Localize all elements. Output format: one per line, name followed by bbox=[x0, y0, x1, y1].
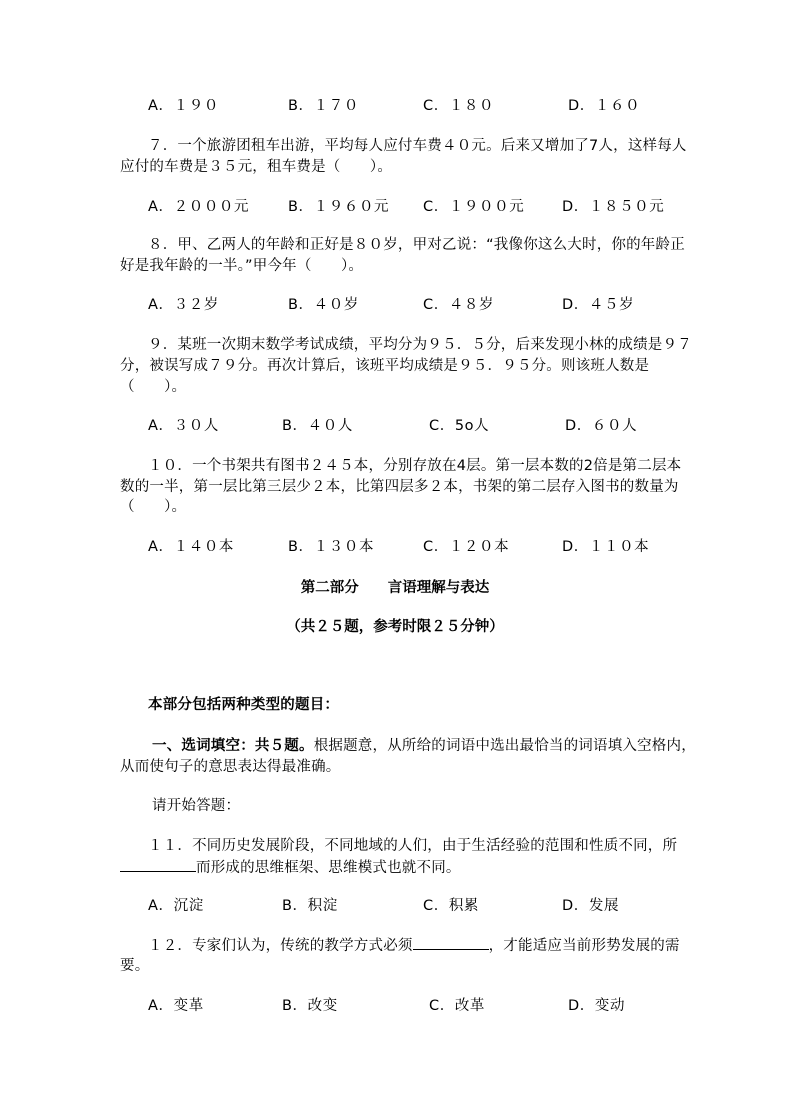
q12-option-b: B．改变 bbox=[282, 998, 338, 1014]
q6-option-d: D．１６０ bbox=[568, 98, 641, 114]
q12-text-after-blank: ，才能适应当前形势发展的需 bbox=[488, 938, 680, 954]
q10-option-d: D．１１０本 bbox=[562, 539, 650, 555]
q8-option-b: B．４０岁 bbox=[288, 297, 359, 313]
q11-blank bbox=[120, 857, 196, 872]
q9-text-line3: （ ）。 bbox=[120, 379, 187, 395]
q8-text-line2: 好是我年龄的一半。”甲今年（ ）。 bbox=[120, 258, 364, 274]
q12-text-line2: 要。 bbox=[120, 958, 150, 974]
q9-text-line1: ９．某班一次期末数学考试成绩，平均分为９５．５分，后来发现小林的成绩是９７ bbox=[148, 337, 692, 353]
q9-option-c: C．5o人 bbox=[429, 418, 490, 434]
q9-option-a: A．３０人 bbox=[148, 418, 219, 434]
q6-option-b: B．１７０ bbox=[288, 98, 359, 114]
q12-text-before-blank: １２．专家们认为，传统的教学方式必须 bbox=[148, 938, 413, 954]
q8-option-c: C．４８岁 bbox=[423, 297, 495, 313]
part2-intro: 本部分包括两种类型的题目： bbox=[148, 697, 340, 713]
q7-text-line1: ７．一个旅游团租车出游，平均每人应付车费４０元。后来又增加了7人，这样每人 bbox=[148, 138, 687, 154]
q11-text-line1: １１．不同历史发展阶段，不同地域的人们，由于生活经验的范围和性质不同，所 bbox=[148, 838, 678, 854]
q9-text-line2: 分，被误写成７９分。再次计算后，该班平均成绩是９５．９５分。则该班人数是 bbox=[120, 358, 650, 374]
q7-option-a: A．２０００元 bbox=[148, 199, 250, 215]
q8-option-a: A．３２岁 bbox=[148, 297, 219, 313]
q7-option-b: B．１９６０元 bbox=[288, 199, 390, 215]
q8-text-line1: ８．甲、乙两人的年龄和正好是８０岁，甲对乙说：“我像你这么大时，你的年龄正 bbox=[148, 237, 685, 253]
q11-text-line2 bbox=[120, 857, 461, 878]
q6-option-a: A．１９０ bbox=[148, 98, 219, 114]
part2-subtitle: （共２５题，参考时限２５分钟） bbox=[286, 619, 504, 635]
q12-blank bbox=[413, 935, 489, 950]
q11-option-b: B．积淀 bbox=[282, 898, 338, 914]
q11-option-c: C．积累 bbox=[423, 898, 480, 914]
q10-option-b: B．１３０本 bbox=[288, 539, 375, 555]
q6-option-c: C．１８０ bbox=[423, 98, 495, 114]
q9-option-b: B．４０人 bbox=[282, 418, 353, 434]
q11-text-after-blank: 而形成的思维框架、思维模式也就不同。 bbox=[196, 860, 461, 876]
q10-option-a: A．１４０本 bbox=[148, 539, 235, 555]
q8-option-d: D．４５岁 bbox=[562, 297, 635, 313]
section1-line2: 从而使句子的意思表达得最准确。 bbox=[120, 759, 341, 775]
part2-title: 第二部分 言语理解与表达 bbox=[300, 580, 490, 596]
q12-text-line1 bbox=[148, 935, 680, 956]
section1-heading: 一、选词填空：共５题。 bbox=[152, 738, 314, 754]
q12-option-d: D．变动 bbox=[568, 998, 626, 1014]
q7-option-d: D．１８５０元 bbox=[562, 199, 665, 215]
q7-option-c: C．１９００元 bbox=[423, 199, 525, 215]
q11-option-d: D．发展 bbox=[562, 898, 620, 914]
section1-line1 bbox=[152, 736, 696, 756]
q10-text-line1: １０．一个书架共有图书２４５本，分别存放在4层。第一层本数的2倍是第二层本 bbox=[148, 458, 682, 474]
q12-option-a: A．变革 bbox=[148, 998, 204, 1014]
q12-option-c: C．改革 bbox=[429, 998, 486, 1014]
q10-text-line3: （ ）。 bbox=[120, 499, 187, 515]
start-prompt: 请开始答题： bbox=[152, 798, 241, 814]
q11-option-a: A．沉淀 bbox=[148, 898, 204, 914]
q10-text-line2: 数的一半，第一层比第三层少２本，比第四层多２本，书架的第二层存入图书的数量为 bbox=[120, 479, 679, 495]
section1-instruction: 根据题意，从所给的词语中选出最恰当的词语填入空格内， bbox=[313, 738, 696, 754]
q9-option-d: D．６０人 bbox=[565, 418, 638, 434]
q10-option-c: C．１２０本 bbox=[423, 539, 510, 555]
q7-text-line2: 应付的车费是３５元，租车费是（ ）。 bbox=[120, 159, 393, 175]
